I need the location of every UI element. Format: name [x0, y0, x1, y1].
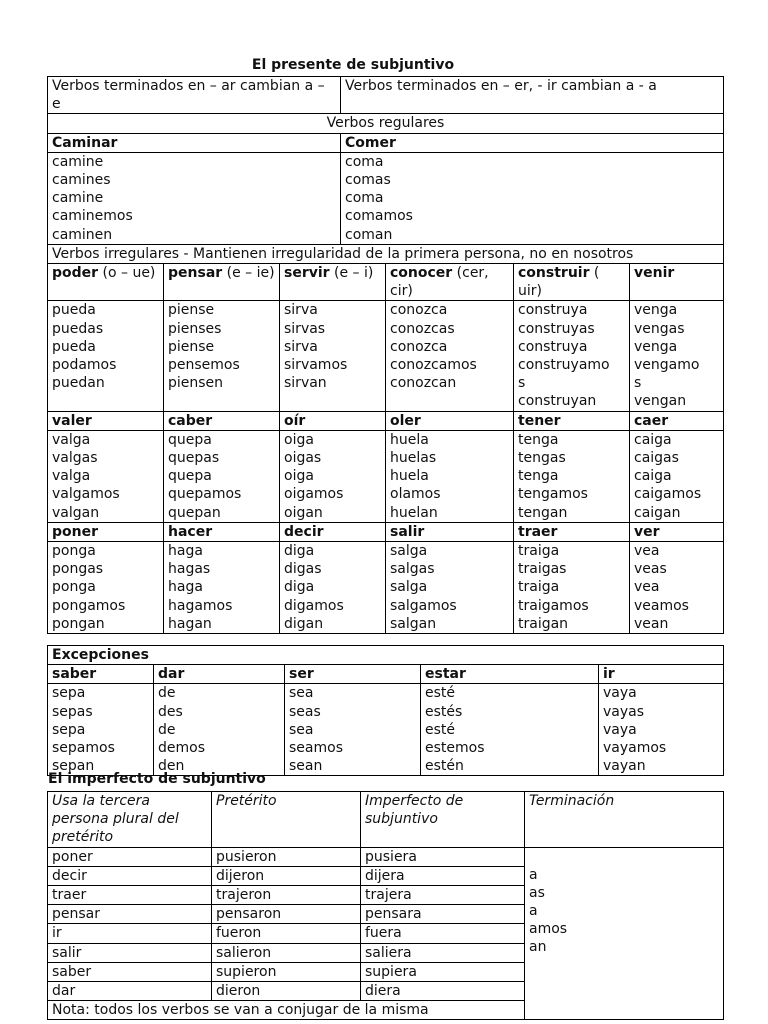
verb-header-construir	[514, 264, 630, 301]
conjugation: sirva	[284, 302, 318, 319]
conjugation: caminen	[52, 226, 113, 243]
conjugation: pongamos	[52, 597, 126, 614]
conjugation: venga	[634, 338, 678, 355]
conjugation: tengamos	[518, 486, 588, 503]
imperfect-cell: diera	[361, 982, 525, 1001]
conjugation: coma	[345, 153, 384, 170]
conjugation: olamos	[390, 486, 441, 503]
conjugation: digan	[284, 615, 324, 632]
conjugation: valgamos	[52, 486, 120, 503]
verb-header-venir	[630, 264, 724, 301]
verb-header-poner	[48, 522, 164, 541]
ending: as	[529, 884, 545, 901]
imperfect-header-0: Usa la tercera persona plural del pretérito	[48, 792, 212, 848]
conjugation: ponga	[52, 579, 96, 596]
rule-ar: Verbos terminados en – ar cambian a – e	[48, 77, 341, 114]
forms-valer	[48, 430, 164, 522]
imperfect-cell: dieron	[212, 982, 361, 1001]
verb-stem-change: (o – ue)	[98, 265, 156, 282]
imperfect-subjunctive-table	[47, 791, 724, 1020]
conjugation: vean	[634, 615, 669, 632]
irregular_group1-verbs-row	[48, 264, 724, 301]
regular-header-row	[48, 114, 724, 133]
verb-name: valer	[52, 412, 92, 429]
conjugation: construyamo s	[518, 357, 610, 392]
conjugation: pensemos	[168, 357, 240, 374]
conjugation: valga	[52, 431, 91, 448]
conjugation: sea	[289, 685, 314, 702]
forms-tener	[514, 430, 630, 522]
imperfect-header-3: Terminación	[525, 792, 724, 848]
imperfect-cell: pusieron	[212, 847, 361, 866]
regular-forms-comer	[341, 152, 724, 244]
conjugation: vea	[634, 543, 660, 560]
conjugation: huelan	[390, 504, 438, 521]
forms-caer	[630, 430, 724, 522]
conjugation: construyan	[518, 393, 597, 410]
conjugation: oigamos	[284, 486, 344, 503]
conjugation: piense	[168, 338, 215, 355]
imperfect-cell: ir	[48, 924, 212, 943]
conjugation: camines	[52, 172, 111, 189]
conjugation: caminemos	[52, 208, 133, 225]
imperfect-cell: pensara	[361, 905, 525, 924]
conjugation: hagas	[168, 561, 211, 578]
conjugation: conozca	[390, 338, 448, 355]
conjugation: quepamos	[168, 486, 242, 503]
conjugation: sirvan	[284, 375, 327, 392]
verb-header-valer	[48, 411, 164, 430]
imperfect-cell: pensar	[48, 905, 212, 924]
endings-cell	[525, 847, 724, 1020]
conjugation: sirvas	[284, 320, 326, 337]
conjugation: sea	[289, 721, 314, 738]
conjugation: sepamos	[52, 740, 115, 757]
conjugation: haga	[168, 543, 203, 560]
conjugation: huela	[390, 468, 429, 485]
conjugation: traigamos	[518, 597, 589, 614]
conjugation: vengas	[634, 320, 685, 337]
conjugation: tengan	[518, 504, 568, 521]
conjugation: quepan	[168, 504, 221, 521]
conjugation: hagamos	[168, 597, 233, 614]
conjugation: haga	[168, 579, 203, 596]
verb-name: caber	[168, 412, 213, 429]
verb-name: decir	[284, 523, 324, 540]
forms-poder	[48, 301, 164, 411]
imperfect-cell: dijeron	[212, 866, 361, 885]
present-subjunctive-table	[47, 76, 724, 634]
exceptions-header: Excepciones	[48, 646, 724, 665]
verb-name: oír	[284, 412, 306, 429]
conjugation: tenga	[518, 431, 559, 448]
conjugation: caiga	[634, 468, 672, 485]
conjugation: salgamos	[390, 597, 457, 614]
verb-header-ver	[630, 522, 724, 541]
conjugation: comas	[345, 172, 391, 189]
imperfect-cell: saliera	[361, 943, 525, 962]
conjugation: conozca	[390, 302, 448, 319]
imperfect-cell: pusiera	[361, 847, 525, 866]
imperfect-cell: dar	[48, 982, 212, 1001]
conjugation: pongan	[52, 615, 105, 632]
conjugation: valgas	[52, 450, 98, 467]
conjugation: huelas	[390, 450, 437, 467]
conjugation: salga	[390, 579, 428, 596]
conjugation: camine	[52, 153, 104, 170]
conjugation: construya	[518, 302, 588, 319]
irregular_group2-verbs-row	[48, 411, 724, 430]
verb-header-poder	[48, 264, 164, 301]
ending: amos	[529, 921, 568, 938]
exception-verb-ser: ser	[285, 665, 421, 684]
rules-row	[48, 77, 724, 114]
verb-name: hacer	[168, 523, 213, 540]
verb-header-decir	[280, 522, 386, 541]
conjugation: seas	[289, 703, 321, 720]
imperfect-cell: fuera	[361, 924, 525, 943]
exception-verb-dar: dar	[154, 665, 285, 684]
imperfect-header-2: Imperfecto de subjuntivo	[361, 792, 525, 848]
imperfect-cell: decir	[48, 866, 212, 885]
conjugation: vengan	[634, 393, 687, 410]
conjugation: des	[158, 703, 183, 720]
conjugation: quepa	[168, 431, 212, 448]
forms-poner	[48, 542, 164, 634]
conjugation: piense	[168, 302, 215, 319]
verb-name: construir	[518, 265, 590, 282]
verb-name: conocer	[390, 265, 453, 282]
conjugation: veas	[634, 561, 667, 578]
imperfect-cell: pensaron	[212, 905, 361, 924]
forms-traer	[514, 542, 630, 634]
conjugation: huela	[390, 431, 429, 448]
conjugation: tengas	[518, 450, 566, 467]
verb-name: oler	[390, 412, 421, 429]
exception-forms-ser	[285, 684, 421, 776]
conjugation: construyas	[518, 320, 595, 337]
conjugation: vaya	[603, 685, 637, 702]
verb-header-pensar	[164, 264, 280, 301]
verb-stem-change: (cer, cir)	[390, 265, 489, 300]
conjugation: valgan	[52, 504, 100, 521]
exception-verb-ir: ir	[599, 665, 724, 684]
verb-header-caer	[630, 411, 724, 430]
conjugation: traigas	[518, 561, 567, 578]
conjugation: construya	[518, 338, 588, 355]
imperfect-cell: saber	[48, 962, 212, 981]
conjugation: sean	[289, 758, 323, 775]
exception-verb-estar: estar	[421, 665, 599, 684]
verb-header-caber	[164, 411, 280, 430]
conjugation: digas	[284, 561, 322, 578]
conjugation: pueda	[52, 338, 96, 355]
imperfect-cell: salieron	[212, 943, 361, 962]
verb-name: venir	[634, 265, 675, 282]
ending: a	[529, 903, 538, 920]
verb-name: salir	[390, 523, 425, 540]
conjugation: estés	[425, 703, 463, 720]
conjugation: pienses	[168, 320, 222, 337]
conjugation: seamos	[289, 740, 343, 757]
imperfect-cell: dijera	[361, 866, 525, 885]
imperfect-header-1: Pretérito	[212, 792, 361, 848]
verb-header-oler	[386, 411, 514, 430]
ending: a	[529, 866, 538, 883]
conjugation: coma	[345, 190, 384, 207]
verb-header-hacer	[164, 522, 280, 541]
verb-stem-change: (e – ie)	[222, 265, 275, 282]
verb-header-conocer	[386, 264, 514, 301]
conjugation: caiga	[634, 431, 672, 448]
verb-header-salir	[386, 522, 514, 541]
conjugation: quepa	[168, 468, 212, 485]
conjugation: oiga	[284, 468, 314, 485]
irregular_group1-forms-row	[48, 301, 724, 411]
conjugation: vayan	[603, 758, 646, 775]
irregular_group3-verbs-row	[48, 522, 724, 541]
verb-name: poder	[52, 265, 99, 282]
irregular-header-row	[48, 244, 724, 263]
exception-forms-dar	[154, 684, 285, 776]
irregular_group3-forms-row	[48, 542, 724, 634]
forms-construir	[514, 301, 630, 411]
rule-er-ir: Verbos terminados en – er, - ir cambian a - a	[341, 77, 724, 114]
exceptions-verbs-row	[48, 665, 724, 684]
forms-oler	[386, 430, 514, 522]
imperfect-cell: traer	[48, 886, 212, 905]
imperfect-cell: trajeron	[212, 886, 361, 905]
ending: an	[529, 939, 547, 956]
verb-name: traer	[518, 523, 558, 540]
conjugation: podamos	[52, 357, 117, 374]
conjugation: de	[158, 685, 176, 702]
forms-conocer	[386, 301, 514, 411]
regular-forms-caminar	[48, 152, 341, 244]
conjugation: oigan	[284, 504, 323, 521]
conjugation: sepa	[52, 721, 86, 738]
conjugation: ponga	[52, 543, 96, 560]
exception-verb-saber: saber	[48, 665, 154, 684]
verb-name: poner	[52, 523, 99, 540]
verb-header-servir	[280, 264, 386, 301]
conjugation: valga	[52, 468, 91, 485]
forms-salir	[386, 542, 514, 634]
conjugation: oiga	[284, 431, 314, 448]
regular-verbs-row	[48, 133, 724, 152]
conjugation: diga	[284, 543, 315, 560]
conjugation: quepas	[168, 450, 220, 467]
verb-stem-change: ( uir)	[518, 265, 600, 300]
conjugation: esté	[425, 685, 456, 702]
forms-caber	[164, 430, 280, 522]
conjugation: caigan	[634, 504, 681, 521]
conjugation: digamos	[284, 597, 344, 614]
regular-verb-caminar: Caminar	[48, 133, 341, 152]
imperfect-row	[48, 847, 724, 866]
imperfect-cell: supiera	[361, 962, 525, 981]
forms-oír	[280, 430, 386, 522]
exceptions-table	[47, 645, 724, 776]
verb-header-tener	[514, 411, 630, 430]
imperfect-cell: salir	[48, 943, 212, 962]
conjugation: conozcas	[390, 320, 455, 337]
imperfect-cell: trajera	[361, 886, 525, 905]
forms-ver	[630, 542, 724, 634]
conjugation: vayamos	[603, 740, 667, 757]
conjugation: salgas	[390, 561, 435, 578]
irregular-header: Verbos irregulares - Mantienen irregularidad de la primera persona, no en nosotros	[48, 244, 724, 263]
verb-name: ver	[634, 523, 660, 540]
conjugation: salga	[390, 543, 428, 560]
conjugation: salgan	[390, 615, 437, 632]
present-subjunctive-title: El presente de subjuntivo	[251, 57, 455, 73]
conjugation: traigan	[518, 615, 569, 632]
conjugation: de	[158, 721, 176, 738]
conjugation: hagan	[168, 615, 212, 632]
verb-name: pensar	[168, 265, 223, 282]
conjugation: vaya	[603, 721, 637, 738]
verb-name: servir	[284, 265, 330, 282]
imperfect-cell: poner	[48, 847, 212, 866]
conjugation: vengamo s	[634, 357, 700, 392]
conjugation: puedas	[52, 320, 104, 337]
conjugation: sepan	[52, 758, 95, 775]
regular-header: Verbos regulares	[48, 114, 724, 133]
conjugation: sepas	[52, 703, 93, 720]
conjugation: traiga	[518, 579, 560, 596]
conjugation: comamos	[345, 208, 413, 225]
conjugation: veamos	[634, 597, 689, 614]
imperfect-header-row	[48, 792, 724, 848]
conjugation: diga	[284, 579, 315, 596]
conjugation: den	[158, 758, 185, 775]
conjugation: vea	[634, 579, 660, 596]
regular-forms-row	[48, 152, 724, 244]
imperfect-cell: supieron	[212, 962, 361, 981]
exceptions-header-row	[48, 646, 724, 665]
exception-forms-estar	[421, 684, 599, 776]
conjugation: puedan	[52, 375, 105, 392]
verb-header-traer	[514, 522, 630, 541]
regular-verb-comer: Comer	[341, 133, 724, 152]
conjugation: caigamos	[634, 486, 702, 503]
conjugation: pongas	[52, 561, 104, 578]
conjugation: venga	[634, 302, 678, 319]
conjugation: conozcan	[390, 375, 457, 392]
conjugation: esté	[425, 721, 456, 738]
conjugation: oigas	[284, 450, 322, 467]
verb-header-oír	[280, 411, 386, 430]
forms-pensar	[164, 301, 280, 411]
conjugation: estemos	[425, 740, 485, 757]
conjugation: piensen	[168, 375, 224, 392]
conjugation: vayas	[603, 703, 645, 720]
conjugation: demos	[158, 740, 205, 757]
exception-forms-ir	[599, 684, 724, 776]
conjugation: conozcamos	[390, 357, 477, 374]
imperfect-cell: fueron	[212, 924, 361, 943]
verb-name: tener	[518, 412, 561, 429]
conjugation: sepa	[52, 685, 86, 702]
conjugation: tenga	[518, 468, 559, 485]
forms-servir	[280, 301, 386, 411]
conjugation: coman	[345, 226, 393, 243]
conjugation: pueda	[52, 302, 96, 319]
forms-decir	[280, 542, 386, 634]
conjugation: sirvamos	[284, 357, 348, 374]
conjugation: estén	[425, 758, 464, 775]
imperfect-note: Nota: todos los verbos se van a conjugar de la misma	[48, 1001, 525, 1020]
conjugation: traiga	[518, 543, 560, 560]
exception-forms-saber	[48, 684, 154, 776]
verb-name: caer	[634, 412, 669, 429]
forms-hacer	[164, 542, 280, 634]
exceptions-forms-row	[48, 684, 724, 776]
forms-venir	[630, 301, 724, 411]
conjugation: camine	[52, 190, 104, 207]
conjugation: caigas	[634, 450, 679, 467]
endings-list	[529, 848, 719, 957]
verb-stem-change: (e – i)	[329, 265, 374, 282]
irregular_group2-forms-row	[48, 430, 724, 522]
imperfect-subjunctive-title: El imperfecto de subjuntivo	[48, 771, 266, 787]
conjugation: sirva	[284, 338, 318, 355]
